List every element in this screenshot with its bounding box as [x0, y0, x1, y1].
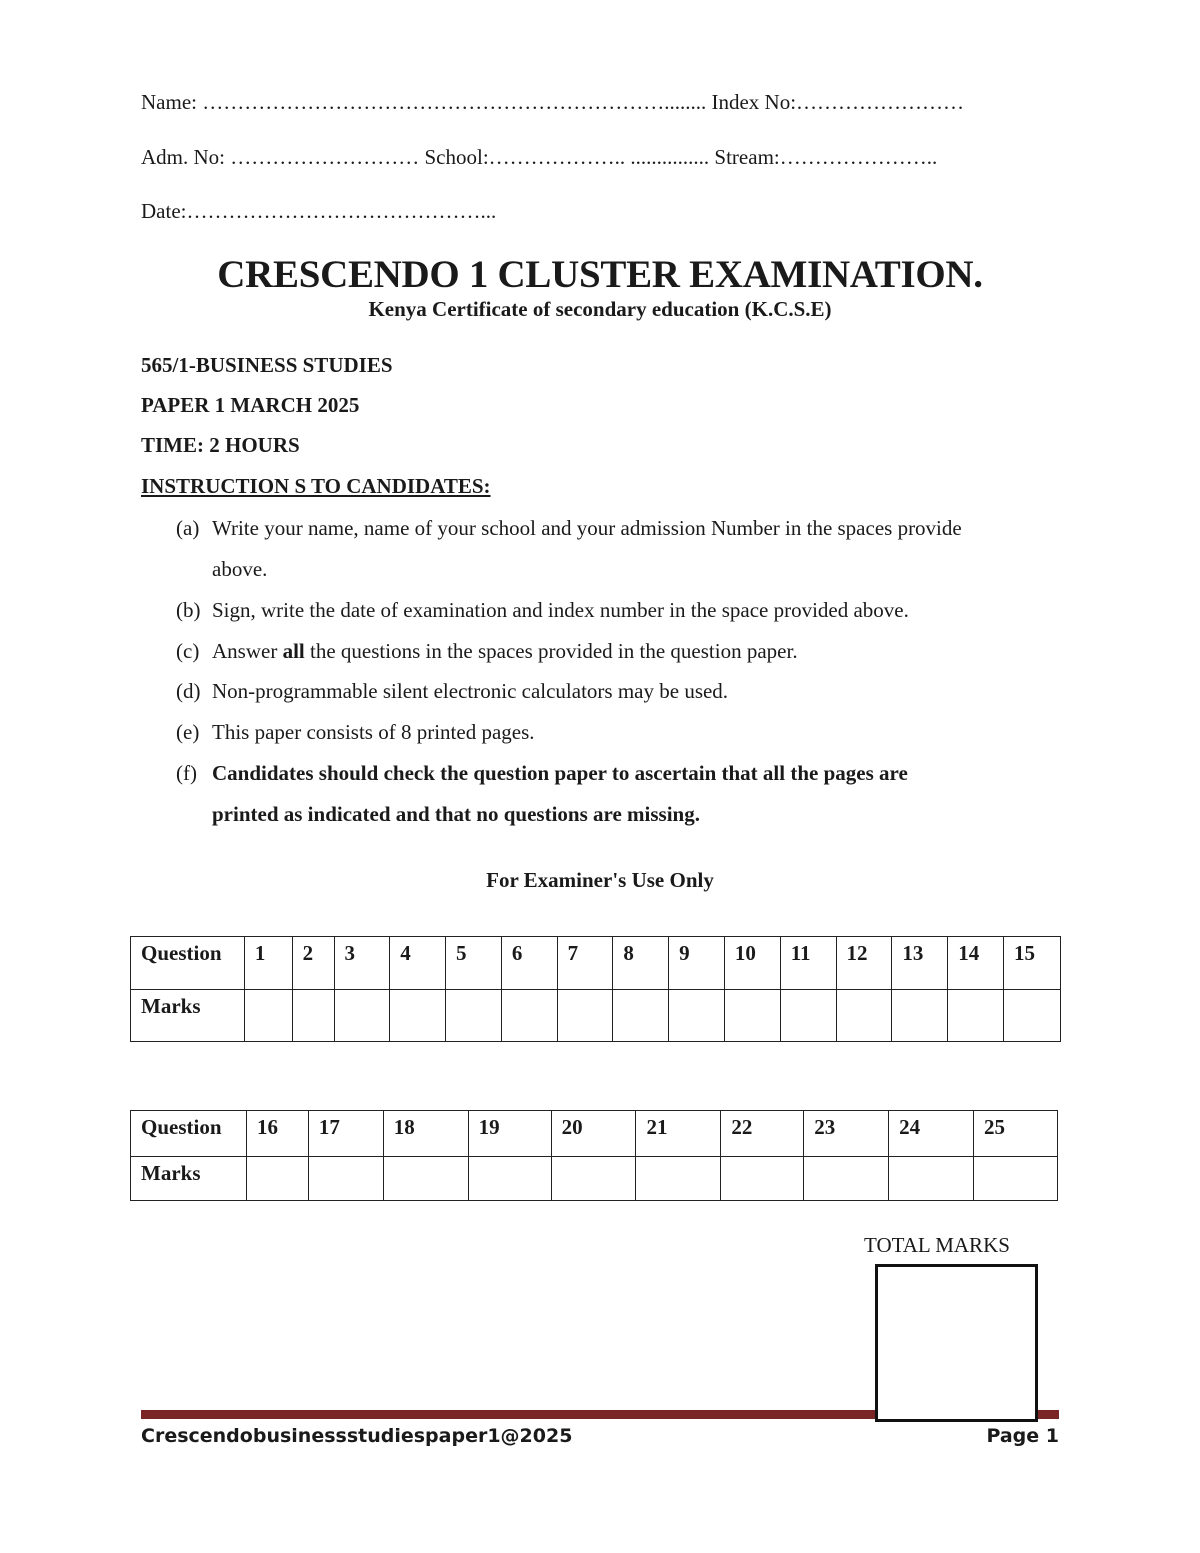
marks-cell[interactable] — [244, 990, 292, 1042]
question-number-cell: 20 — [551, 1111, 636, 1157]
marks-cell[interactable] — [780, 990, 836, 1042]
footer-page-number: Page 1 — [986, 1425, 1059, 1447]
instruction-text: Candidates should check the question paper to ascertain that all the pages are — [212, 761, 908, 785]
question-row — [131, 937, 1061, 990]
question-number-cell: 1 — [244, 937, 292, 990]
instruction-text: Non-programmable silent electronic calculators may be used. — [212, 679, 729, 703]
marks-table-2 — [130, 1110, 1058, 1201]
instruction-d — [176, 679, 728, 704]
marks-cell[interactable] — [804, 1157, 889, 1201]
row-header-marks: Marks — [131, 1157, 247, 1201]
instruction-text: This paper consists of 8 printed pages. — [212, 720, 535, 744]
question-number-cell: 21 — [636, 1111, 721, 1157]
adm-school-stream-line: Adm. No: ……………………… School:……………….. ............... Stream:………………….. — [141, 145, 938, 169]
marks-cell[interactable] — [292, 990, 334, 1042]
question-number-cell: 11 — [780, 937, 836, 990]
instruction-a-cont: above. — [212, 557, 268, 581]
row-header-question: Question — [131, 1111, 247, 1157]
marks-cell[interactable] — [836, 990, 892, 1042]
instruction-a — [176, 516, 962, 541]
marks-cell[interactable] — [721, 1157, 804, 1201]
question-number-cell: 7 — [557, 937, 613, 990]
question-number-cell: 13 — [892, 937, 948, 990]
instruction-label: (e) — [176, 720, 200, 744]
marks-cell[interactable] — [892, 990, 948, 1042]
question-number-cell: 12 — [836, 937, 892, 990]
question-number-cell: 19 — [468, 1111, 551, 1157]
question-number-cell: 3 — [334, 937, 390, 990]
marks-cell[interactable] — [390, 990, 446, 1042]
instruction-label: (f) — [176, 761, 197, 785]
marks-cell[interactable] — [557, 990, 613, 1042]
marks-cell[interactable] — [468, 1157, 551, 1201]
question-number-cell: 17 — [308, 1111, 383, 1157]
marks-cell[interactable] — [383, 1157, 468, 1201]
question-number-cell: 9 — [669, 937, 725, 990]
marks-cell[interactable] — [636, 1157, 721, 1201]
marks-cell[interactable] — [246, 1157, 308, 1201]
question-number-cell: 14 — [948, 937, 1004, 990]
instruction-label: (b) — [176, 598, 201, 622]
instruction-text-pre: Answer — [212, 639, 283, 663]
instruction-text: Write your name, name of your school and your admission Number in the spaces provide — [212, 516, 962, 540]
instruction-e — [176, 720, 535, 745]
instruction-label: (d) — [176, 679, 201, 703]
date-line: Date:……………………………………... — [141, 199, 497, 223]
question-number-cell: 18 — [383, 1111, 468, 1157]
examiner-heading: For Examiner's Use Only — [486, 868, 714, 892]
question-number-cell: 25 — [974, 1111, 1058, 1157]
marks-row — [131, 1157, 1058, 1201]
marks-table-1 — [130, 936, 1061, 1042]
marks-cell[interactable] — [889, 1157, 974, 1201]
question-number-cell: 8 — [613, 937, 669, 990]
instruction-text: Sign, write the date of examination and index number in the space provided above. — [212, 598, 909, 622]
paper-time: TIME: 2 HOURS — [141, 433, 300, 457]
marks-cell[interactable] — [334, 990, 390, 1042]
name-index-line: Name: …………………………………………………………........ Index No:…………………… — [141, 90, 965, 114]
instructions-heading: INSTRUCTION S TO CANDIDATES: — [141, 474, 491, 498]
exam-subtitle: Kenya Certificate of secondary education (K.C.S.E) — [368, 297, 832, 321]
marks-cell[interactable] — [551, 1157, 636, 1201]
question-number-cell: 5 — [446, 937, 502, 990]
instruction-label: (c) — [176, 639, 200, 663]
instruction-b — [176, 598, 909, 623]
instruction-text — [212, 639, 798, 664]
marks-cell[interactable] — [1004, 990, 1061, 1042]
question-number-cell: 23 — [804, 1111, 889, 1157]
paper-date: PAPER 1 MARCH 2025 — [141, 393, 360, 417]
total-marks-box[interactable] — [875, 1264, 1038, 1422]
total-marks-label: TOTAL MARKS — [864, 1233, 1010, 1257]
question-row — [131, 1111, 1058, 1157]
exam-title: CRESCENDO 1 CLUSTER EXAMINATION. — [217, 253, 983, 296]
question-number-cell: 24 — [889, 1111, 974, 1157]
instruction-c — [176, 639, 798, 664]
question-number-cell: 10 — [724, 937, 780, 990]
question-number-cell: 4 — [390, 937, 446, 990]
marks-cell[interactable] — [308, 1157, 383, 1201]
paper-code: 565/1-BUSINESS STUDIES — [141, 353, 393, 377]
instruction-text-bold: all — [282, 639, 305, 663]
marks-cell[interactable] — [501, 990, 557, 1042]
marks-cell[interactable] — [613, 990, 669, 1042]
footer-left-text: Crescendobusinessstudiespaper1@2025 — [141, 1425, 573, 1447]
row-header-marks: Marks — [131, 990, 245, 1042]
question-number-cell: 22 — [721, 1111, 804, 1157]
marks-cell[interactable] — [974, 1157, 1058, 1201]
question-number-cell: 16 — [246, 1111, 308, 1157]
marks-row — [131, 990, 1061, 1042]
marks-cell[interactable] — [669, 990, 725, 1042]
instruction-f — [176, 761, 908, 786]
instruction-f-cont: printed as indicated and that no questions are missing. — [212, 802, 700, 826]
marks-cell[interactable] — [724, 990, 780, 1042]
instruction-text-post: the questions in the spaces provided in the question paper. — [304, 639, 798, 663]
instruction-label: (a) — [176, 516, 200, 540]
row-header-question: Question — [131, 937, 245, 990]
question-number-cell: 15 — [1004, 937, 1061, 990]
marks-cell[interactable] — [948, 990, 1004, 1042]
question-number-cell: 6 — [501, 937, 557, 990]
marks-cell[interactable] — [446, 990, 502, 1042]
question-number-cell: 2 — [292, 937, 334, 990]
